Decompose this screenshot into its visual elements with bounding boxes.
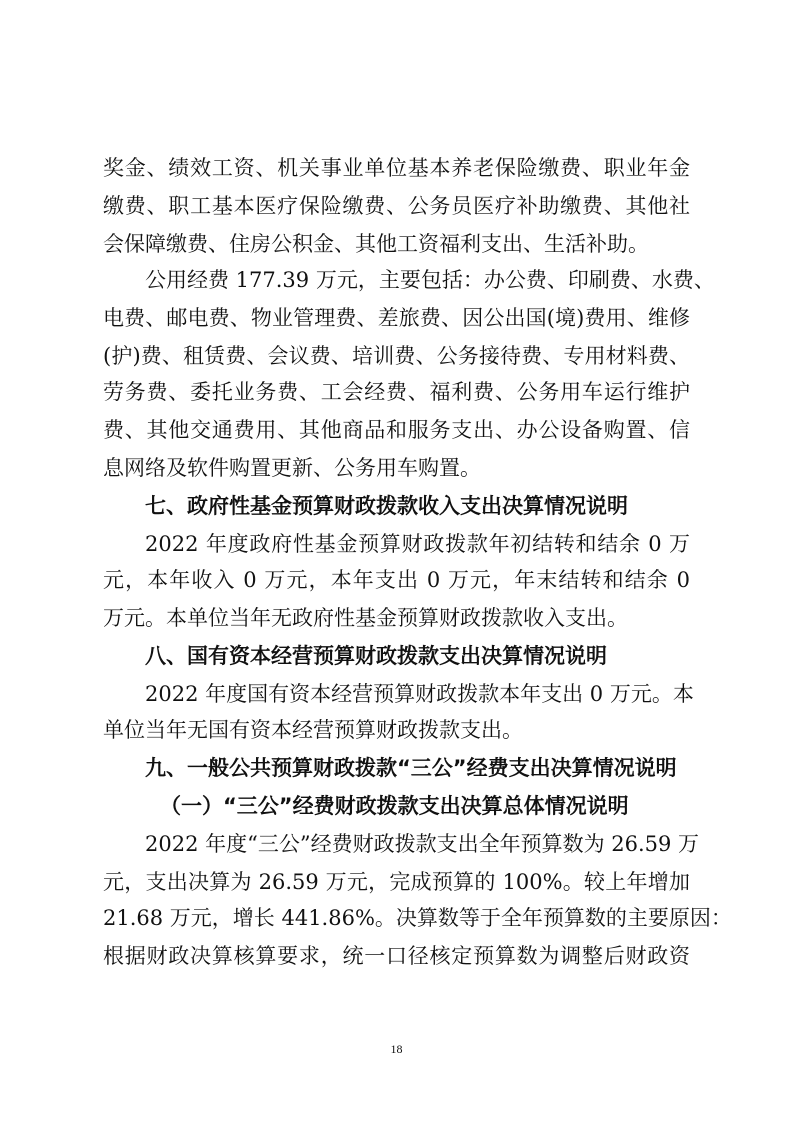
section-9-subheading: （一）“三公”经费财政拨款支出决算总体情况说明 [160,794,629,818]
section-8-line-2: 单位当年无国有资本经营预算财政拨款支出。 [103,718,523,742]
section-8-line-1: 2022 年度国有资本经营预算财政拨款本年支出 0 万元。本 [145,682,694,706]
section-9-line-1: 2022 年度“三公”经费财政拨款支出全年预算数为 26.59 万 [145,832,700,856]
section-8-heading: 八、国有资本经营预算财政拨款支出决算情况说明 [145,644,607,668]
public-expense-line-1: 公用经费 177.39 万元，主要包括：办公费、印刷费、水费、 [145,268,715,292]
section-9-line-4: 根据财政决算核算要求，统一口径核定预算数为调整后财政资 [103,944,690,968]
section-9-line-2: 元，支出决算为 26.59 万元，完成预算的 100%。较上年增加 [103,870,690,894]
section-7-heading: 七、政府性基金预算财政拨款收入支出决算情况说明 [145,494,628,518]
section-7-line-2: 元，本年收入 0 万元，本年支出 0 万元，年末结转和结余 0 [103,568,690,592]
public-expense-line-6: 息网络及软件购置更新、公务用车购置。 [103,456,481,480]
section-7-line-3: 万元。本单位当年无政府性基金预算财政拨款收入支出。 [103,606,628,630]
public-expense-line-2: 电费、邮电费、物业管理费、差旅费、因公出国(境)费用、维修 [103,306,690,330]
page-number: 18 [390,1042,403,1056]
section-9-line-3: 21.68 万元，增长 441.86%。决算数等于全年预算数的主要原因： [103,906,732,930]
salary-line-2: 缴费、职工基本医疗保险缴费、公务员医疗补助缴费、其他社 [103,194,690,218]
public-expense-line-4: 劳务费、委托业务费、工会经费、福利费、公务用车运行维护 [103,380,690,404]
section-7-line-1: 2022 年度政府性基金预算财政拨款年初结转和结余 0 万 [145,532,690,556]
salary-line-1: 奖金、绩效工资、机关事业单位基本养老保险缴费、职业年金 [103,156,690,180]
public-expense-line-5: 费、其他交通费用、其他商品和服务支出、办公设备购置、信 [103,418,690,442]
salary-line-3: 会保障缴费、住房公积金、其他工资福利支出、生活补助。 [103,232,649,256]
section-9-heading: 九、一般公共预算财政拨款“三公”经费支出决算情况说明 [145,756,677,780]
public-expense-line-3: (护)费、租赁费、会议费、培训费、公务接待费、专用材料费、 [103,344,690,368]
